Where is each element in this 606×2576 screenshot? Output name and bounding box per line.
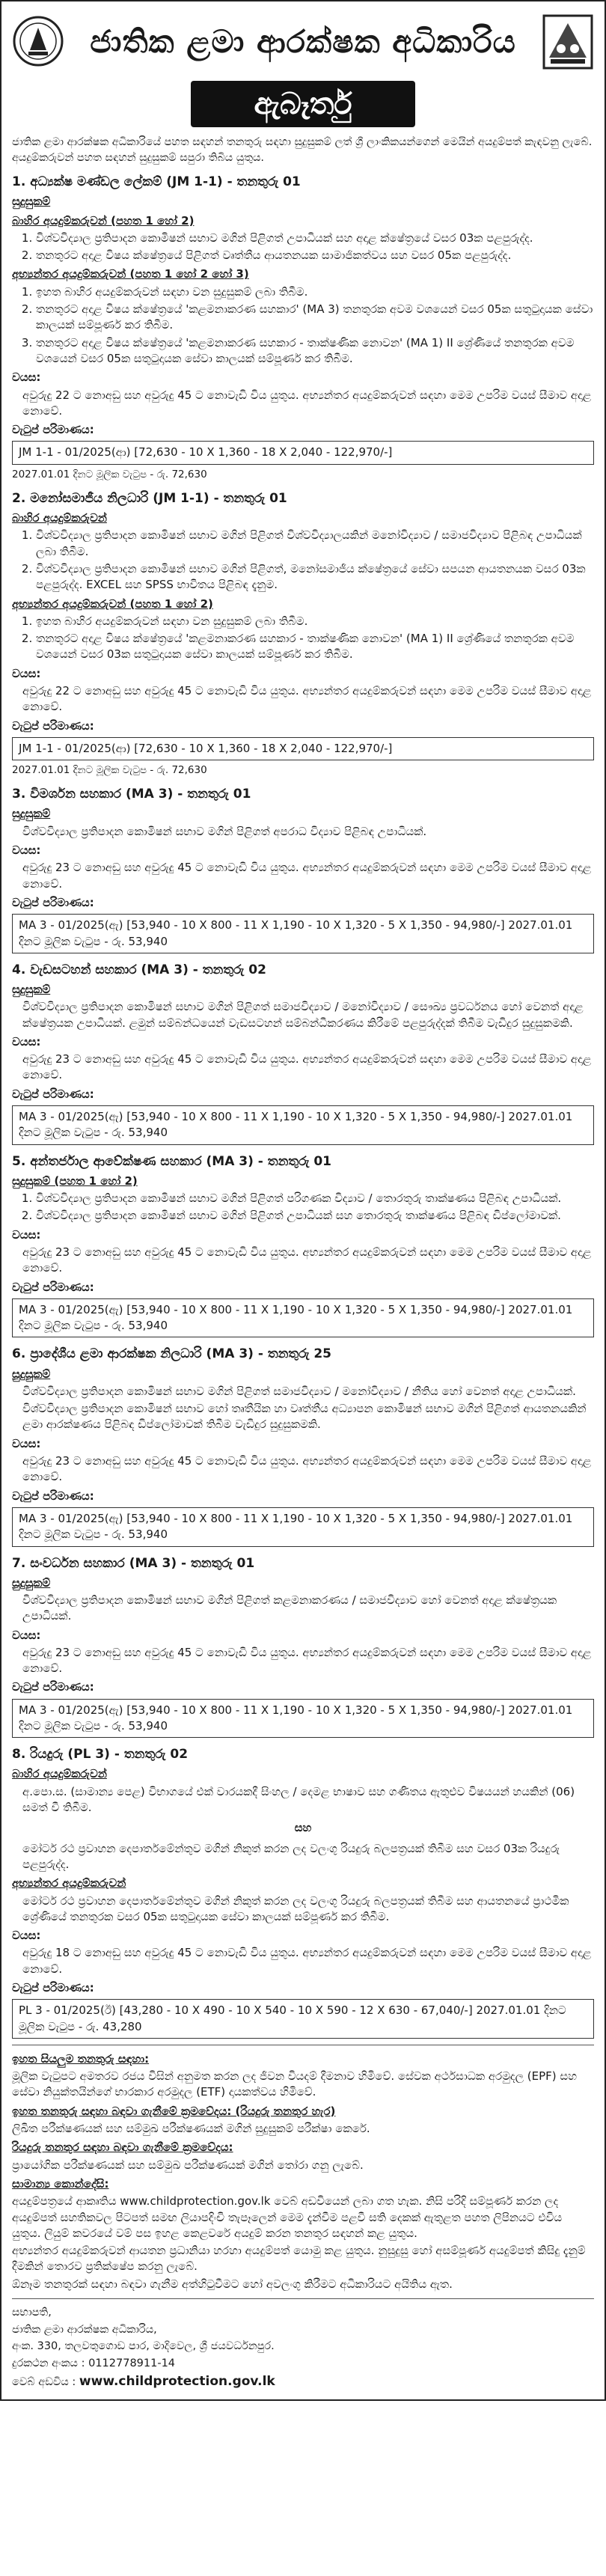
vacancies-banner: ඇබෑර්තු bbox=[191, 81, 415, 127]
section-heading: අභ්‍යන්තර අයදුම්කරුවන් (පහත 1 හෝ 2 හෝ 3) bbox=[12, 267, 249, 281]
state-emblem-icon bbox=[12, 13, 64, 71]
qualification-list bbox=[36, 231, 594, 264]
age-heading: වයස: bbox=[12, 1929, 41, 1943]
qualification-list bbox=[36, 528, 594, 593]
salary-scale: JM 1-1 - 01/2025(ආ) [72,630 - 10 X 1,360 - 18 X 2,040 - 122,970/-] bbox=[12, 737, 594, 760]
phone-number: 0112778911-14 bbox=[88, 2357, 176, 2369]
post-6 bbox=[12, 1345, 594, 1546]
salary-scale: JM 1-1 - 01/2025(ආ) [72,630 - 10 X 1,360 - 18 X 2,040 - 122,970/-] bbox=[12, 441, 594, 464]
section-text: විශ්වවිද්‍යාල ප්‍රතිපාදන කොමිෂන් සභාව හෝ තෘතීයික හා වෘත්තීය අධ්‍යාපන කොමිෂන් සභාව මගින් පිළිගත් ආයතනයකින් ළමා ආරක්ෂණය පිළිබඳ ඩිප්ලෝමාවක් තිබීම වැඩිදුර සුදුසුකමකි. bbox=[22, 1402, 587, 1432]
footer-web bbox=[12, 2372, 594, 2390]
qualification-list bbox=[36, 284, 594, 367]
age-heading: වයස: bbox=[12, 370, 41, 385]
footer-chairman: සභාපති, bbox=[12, 2307, 52, 2319]
general-text: අයදුම්පත්‍රයේ ආකෘතිය www.childprotection.gov.lk වෙබ් අඩවියෙන් ලබා ගත හැක. නිසි පරිදි සම්පූර්ණ කරන ලද අයදුම්පත් සහතිකවල පිටපත් සමඟ ලියාපදිංචි තැපෑලෙන් මෙම දැන්වීම පළවී සති දෙකක් ඇතුළත පහත ලිපිනයට එවිය යුතුය. ලියුම් කවරයේ වම් පස ඉහළ කෙළවරේ අයදුම් කරන තනතුර සඳහන් කළ යුතුය. bbox=[12, 2194, 563, 2240]
post-2 bbox=[12, 489, 594, 778]
section-text: මෝටර් රථ ප්‍රවාහන දෙපාර්තමේන්තුව මගින් නිකුත් කරන ලද වලංගු රියදුරු බලපත්‍රයක් තිබීම සහ වසර 03ක රියදුරු පළපුරුද්ද. bbox=[22, 1841, 560, 1871]
list-item: 2. තනතුරට අදාළ විෂය ක්ෂේත්‍රයේ 'කළමනාකරණ සහකාර - තාක්ෂණික නොවන' (MA 1) II ශ්‍රේණියේ තනතුරක අවම වශයෙන් වසර 03ක සතුටුදායක සේවා කාලයක් සම්පූර්ණ කර තිබීම. bbox=[36, 631, 594, 663]
post-4 bbox=[12, 961, 594, 1145]
salary-scale: MA 3 - 01/2025(ඇ) [53,940 - 10 X 800 - 11 X 1,190 - 10 X 1,320 - 5 X 1,350 - 94,980/-] 2027.01.01 දිනට මූලික වැටුප - රු. 53,940 bbox=[12, 1298, 594, 1338]
salary-heading: වැටුප් පරිමාණය: bbox=[12, 1489, 94, 1503]
org-name: ජාතික ළමා ආරක්ෂක අධිකාරිය bbox=[90, 23, 516, 61]
footer bbox=[12, 2305, 594, 2390]
list-item: 1. ඉහත බාහිර අයදුම්කරුවන් සඳහා වන සුදුසුකම් ලබා තිබීම. bbox=[36, 614, 594, 629]
section-heading: බාහිර අයදුම්කරුවන් (පහත 1 හෝ 2) bbox=[12, 213, 195, 228]
salary-scale: PL 3 - 01/2025(ඊ) [43,280 - 10 X 490 - 10 X 540 - 10 X 590 - 12 X 630 - 67,040/-] 2027.01.01 දිනට මූලික වැටුප - රු. 43,280 bbox=[12, 1999, 594, 2039]
post-title: 4. වැඩසටහන් සහකාර (MA 3) - තනතුරු 02 bbox=[12, 962, 266, 977]
post-7 bbox=[12, 1554, 594, 1739]
salary-heading: වැටුප් පරිමාණය: bbox=[12, 895, 94, 909]
posts-list bbox=[12, 173, 594, 1738]
section-heading: සුදුසුකම් (පහත 1 හෝ 2) bbox=[12, 1173, 138, 1188]
age-heading: වයස: bbox=[12, 843, 41, 858]
post-5 bbox=[12, 1153, 594, 1338]
general-text: ප්‍රායෝගික පරීක්ෂණයක් සහ සම්මුඛ පරීක්ෂණයක් මගින් තෝරා ගනු ලැබේ. bbox=[12, 2158, 364, 2172]
authority-logo-icon bbox=[542, 13, 594, 71]
section-text: අ.පො.ස. (සාමාන්‍ය පෙළ) විභාගයේ එක් වාරයකදී සිංහල / දෙමළ භාෂාව සහ ගණිතය ඇතුළුව විෂයයන් හයකින් (06) සමත් වී තිබීම. bbox=[22, 1784, 575, 1815]
salary-heading: වැටුප් පරිමාණය: bbox=[12, 1087, 94, 1101]
list-item: 1. විශ්වවිද්‍යාල ප්‍රතිපාදන කොමිෂන් සභාව මගින් පිළිගත් පරිගණක විද්‍යාව / තොරතුරු තාක්ෂණය පිළිබඳ උපාධියක්. bbox=[36, 1191, 594, 1206]
section-heading: සුදුසුකම් bbox=[12, 807, 51, 821]
age-text: අවුරුදු 22 ට නොඅඩු සහ අවුරුදු 45 ට නොවැඩි විය යුතුය. අභ්‍යන්තර අයදුම්කරුවන් සඳහා මෙම උපරිම වයස් සීමාව අදාළ නොවේ. bbox=[22, 683, 592, 714]
post-title: 1. අධ්‍යක්ෂ මණ්ඩල ලේකම් (JM 1-1) - තනතුරු 01 bbox=[12, 174, 301, 190]
post-8 bbox=[12, 1745, 594, 2039]
list-item: 3. තනතුරට අදාළ විෂය ක්ෂේත්‍රයේ 'කළමනාකරණ සහකාර - තාක්ෂණික නොවන' (MA 1) II ශ්‍රේණියේ තනතුරක අවම වශයෙන් වසර 05ක සතුටුදායක සේවා කාලයක් සම්පූර්ණ කර තිබීම. bbox=[36, 335, 594, 367]
section-text: විශ්වවිද්‍යාල ප්‍රතිපාදන කොමිෂන් සභාව මගින් පිළිගත් කළමනාකරණය / සමාජවිද්‍යාව හෝ වෙනත් අදාළ ක්ෂේත්‍රයක උපාධියක්. bbox=[22, 1593, 557, 1623]
general-heading: ඉහත තනතුරු සඳහා බඳවා ගැනීමේ ක්‍රමවේදය: (රියදුරු තනතුර හැර) bbox=[12, 2104, 336, 2118]
age-text: අවුරුදු 18 ට නොඅඩු සහ අවුරුදු 45 ට නොවැඩි විය යුතුය. අභ්‍යන්තර අයදුම්කරුවන් සඳහා මෙම උපරිම වයස් සීමාව අදාළ නොවේ. bbox=[22, 1946, 592, 1976]
age-text: අවුරුදු 23 ට නොඅඩු සහ අවුරුදු 45 ට නොවැඩි විය යුතුය. අභ්‍යන්තර අයදුම්කරුවන් සඳහා මෙම උපරිම වයස් සීමාව අදාළ නොවේ. bbox=[22, 1645, 592, 1676]
age-heading: වයස: bbox=[12, 1034, 41, 1049]
salary-note: 2027.01.01 දිනට මූලික වැටුප - රු. 72,630 bbox=[12, 764, 207, 777]
general-text: අභ්‍යන්තර අයදුම්කරුවන් ආයතන ප්‍රධානියා හරහා අයදුම්පත් යොමු කළ යුතුය. නුසුදුසු හෝ අසම්පූර්ණ අයදුම්පත් කිසිදු දැනුම් දීමකින් තොරව ප්‍රතික්ෂේප කරනු ලැබේ. bbox=[12, 2244, 586, 2274]
age-text: අවුරුදු 22 ට නොඅඩු සහ අවුරුදු 45 ට නොවැඩි විය යුතුය. අභ්‍යන්තර අයදුම්කරුවන් සඳහා මෙම උපරිම වයස් සීමාව අදාළ නොවේ. bbox=[22, 388, 592, 418]
qualification-list bbox=[36, 614, 594, 663]
list-item: 2. විශ්වවිද්‍යාල ප්‍රතිපාදන කොමිෂන් සභාව මගින් පිළිගත් උපාධියක් සහ තොරතුරු තාක්ෂණය පිළිබඳ ඩිප්ලෝමාවක්. bbox=[36, 1208, 594, 1224]
age-heading: වයස: bbox=[12, 1628, 41, 1642]
web-label: වෙබ් අඩවිය : bbox=[12, 2376, 76, 2389]
section-text: විශ්වවිද්‍යාල ප්‍රතිපාදන කොමිෂන් සභාව මගින් පිළිගත් සමාජවිද්‍යාව / මනෝවිද්‍යාව / සෞඛ්‍ය ප්‍රවර්ධනය හෝ වෙනත් අදාළ ක්ෂේත්‍රයක උපාධියක්. ළමුන් සම්බන්ධයෙන් වැඩසටහන් සම්බන්ධීකරණය කිරීමේ පළපුරුද්දක් තිබීම වැඩිදුර සුදුසුකමකි. bbox=[22, 1000, 584, 1030]
general-text: මූලික වැටුපට අමතරව රජය විසින් අනුමත කරන ලද ජීවන වියදම් දීමනාව හිමිවේ. සේවක අර්ථසාධක අරමුදල (EPF) සහ සේවා නියුක්තයින්ගේ භාරකාර අරමුදල (ETF) දායකත්වය හිමිවේ. bbox=[12, 2069, 578, 2099]
salary-heading: වැටුප් පරිමාණය: bbox=[12, 718, 94, 733]
salary-heading: වැටුප් පරිමාණය: bbox=[12, 423, 94, 437]
salary-scale: MA 3 - 01/2025(ඇ) [53,940 - 10 X 800 - 11 X 1,190 - 10 X 1,320 - 5 X 1,350 - 94,980/-] 2027.01.01 දිනට මූලික වැටුප - රු. 53,940 bbox=[12, 1699, 594, 1739]
list-item: 1. ඉහත බාහිර අයදුම්කරුවන් සඳහා වන සුදුසුකම් ලබා තිබීම. bbox=[36, 284, 594, 300]
age-heading: වයස: bbox=[12, 666, 41, 680]
general-conditions bbox=[12, 2051, 594, 2292]
list-item: 2. තනතුරට අදාළ විෂය ක්ෂේත්‍රයේ 'කළමනාකරණ සහකාර' (MA 3) තනතුරක අවම වශයෙන් වසර 05ක සතුටුදායක සේවා කාලයක් සම්පූර්ණ කර තිබීම. bbox=[36, 302, 594, 334]
qualification-list bbox=[36, 1191, 594, 1224]
footer-address: අංක. 330, තලවතුගොඩ පාර, මාදිවෙල, ශ්‍රී ජයවර්ධනපුර. bbox=[12, 2340, 275, 2353]
age-heading: වයස: bbox=[12, 1227, 41, 1242]
section-heading: සුදුසුකම් bbox=[12, 1575, 51, 1590]
age-text: අවුරුදු 23 ට නොඅඩු සහ අවුරුදු 45 ට නොවැඩි විය යුතුය. අභ්‍යන්තර අයදුම්කරුවන් සඳහා මෙම උපරිම වයස් සීමාව අදාළ නොවේ. bbox=[22, 1052, 592, 1082]
divider bbox=[12, 2298, 594, 2299]
salary-scale: MA 3 - 01/2025(ඇ) [53,940 - 10 X 800 - 11 X 1,190 - 10 X 1,320 - 5 X 1,350 - 94,980/-] 2027.01.01 දිනට මූලික වැටුප - රු. 53,940 bbox=[12, 1105, 594, 1145]
salary-heading: වැටුප් පරිමාණය: bbox=[12, 1280, 94, 1294]
list-item: 2. තනතුරට අදාළ විෂය ක්ෂේත්‍රයේ පිළිගත් වෘත්තීය ආයතනයක සාමාජිකත්වය සහ වසර 05ක පළපුරුද්ද. bbox=[36, 248, 594, 263]
footer-phone bbox=[12, 2356, 594, 2372]
list-item: 1. විශ්වවිද්‍යාල ප්‍රතිපාදන කොමිෂන් සභාව මගින් පිළිගත් විශ්වවිද්‍යාලයකින් මනෝවිද්‍යාව / සමාජවිද්‍යාව පිළිබඳ උපාධියක් ලබා තිබීම. bbox=[36, 528, 594, 560]
general-heading: රියදුරු තනතුර සඳහා බඳවා ගැනීමේ ක්‍රමවේදය: bbox=[12, 2140, 233, 2155]
footer-org: ජාතික ළමා ආරක්ෂක අධිකාරිය, bbox=[12, 2323, 157, 2336]
list-item: 2. විශ්වවිද්‍යාල ප්‍රතිපාදන කොමිෂන් සභාව මගින් පිළිගත්, මනෝසමාජීය ක්ෂේත්‍රයේ සේවා සපයන ආයතනයක වසර 03ක පළපුරුද්ද. EXCEL සහ SPSS භාවිතය පිළිබඳ දැනුම. bbox=[36, 561, 594, 593]
age-text: අවුරුදු 23 ට නොඅඩු සහ අවුරුදු 45 ට නොවැඩි විය යුතුය. අභ්‍යන්තර අයදුම්කරුවන් සඳහා මෙම උපරිම වයස් සීමාව අදාළ නොවේ. bbox=[22, 1245, 592, 1275]
age-heading: වයස: bbox=[12, 1436, 41, 1450]
salary-scale: MA 3 - 01/2025(ඇ) [53,940 - 10 X 800 - 11 X 1,190 - 10 X 1,320 - 5 X 1,350 - 94,980/-] 2027.01.01 දිනට මූලික වැටුප - රු. 53,940 bbox=[12, 914, 594, 953]
section-heading: බාහිර අයදුම්කරුවන් bbox=[12, 511, 107, 525]
intro-text: ජාතික ළමා ආරක්ෂක අධිකාරියේ පහත සඳහන් තනතුරු සඳහා සුදුසුකම් ලත් ශ්‍රී ලාංකිකයන්ගෙන් මෙයින් අයදුම්පත් කැඳවනු ලැබේ. අයදුම්කරුවන් පහත සඳහන් සුදුසුකම් සපුරා තිබිය යුතුය. bbox=[12, 136, 593, 164]
section-heading: සුදුසුකම් bbox=[12, 1367, 51, 1381]
post-title: 2. මනෝසමාජීය නිලධාරි (JM 1-1) - තනතුරු 01 bbox=[12, 490, 287, 506]
phone-label: දුරකථන අංකය : bbox=[12, 2357, 85, 2369]
age-text: අවුරුදු 23 ට නොඅඩු සහ අවුරුදු 45 ට නොවැඩි විය යුතුය. අභ්‍යන්තර අයදුම්කරුවන් සඳහා මෙම උපරිම වයස් සීමාව අදාළ නොවේ. bbox=[22, 1454, 592, 1484]
general-text: ඕනෑම තනතුරක් සඳහා බඳවා ගැනීම අත්හිටුවීමට හෝ අවලංගු කිරීමට අධිකාරියට අයිතිය ඇත. bbox=[12, 2277, 453, 2291]
and-label: සහ bbox=[294, 1821, 312, 1835]
post-title: 7. සංවර්ධන සහකාර (MA 3) - තනතුරු 01 bbox=[12, 1555, 255, 1571]
post-3 bbox=[12, 785, 594, 953]
post-title: 5. අන්තර්ජාල ආවේක්ෂණ සහකාර (MA 3) - තනතුරු 01 bbox=[12, 1153, 331, 1169]
section-heading: සුදුසුකම් bbox=[12, 195, 51, 209]
header bbox=[12, 7, 594, 76]
salary-scale: MA 3 - 01/2025(ඇ) [53,940 - 10 X 800 - 11 X 1,190 - 10 X 1,320 - 5 X 1,350 - 94,980/-] 2027.01.01 දිනට මූලික වැටුප - රු. 53,940 bbox=[12, 1507, 594, 1547]
salary-heading: වැටුප් පරිමාණය: bbox=[12, 1680, 94, 1694]
section-heading: අභ්‍යන්තර අයදුම්කරුවන් bbox=[12, 1876, 126, 1890]
section-heading: සුදුසුකම් bbox=[12, 982, 51, 996]
salary-heading: වැටුප් පරිමාණය: bbox=[12, 1981, 94, 1994]
general-heading: සාමාන්‍ය කොන්දේසි: bbox=[12, 2176, 109, 2191]
section-text: විශ්වවිද්‍යාල ප්‍රතිපාදන කොමිෂන් සභාව මගින් පිළිගත් අපරාධ විද්‍යාව පිළිබඳ උපාධියක්. bbox=[22, 824, 427, 838]
post-1 bbox=[12, 173, 594, 482]
general-text: ලිඛිත පරීක්ෂණයක් සහ සම්මුඛ පරීක්ෂණයක් මගින් සුදුසුකම් පරීක්ෂා කෙරේ. bbox=[12, 2122, 370, 2136]
age-text: අවුරුදු 23 ට නොඅඩු සහ අවුරුදු 45 ට නොවැඩි විය යුතුය. අභ්‍යන්තර අයදුම්කරුවන් සඳහා මෙම උපරිම වයස් සීමාව අදාළ නොවේ. bbox=[22, 861, 592, 891]
section-heading: අභ්‍යන්තර අයදුම්කරුවන් (පහත 1 හෝ 2) bbox=[12, 596, 213, 611]
section-heading: බාහිර අයදුම්කරුවන් bbox=[12, 1767, 107, 1781]
website-link[interactable]: www.childprotection.gov.lk bbox=[79, 2374, 275, 2390]
post-title: 3. විමර්ශන සහකාර (MA 3) - තනතුරු 01 bbox=[12, 787, 251, 802]
section-text: විශ්වවිද්‍යාල ප්‍රතිපාදන කොමිෂන් සභාව මගින් පිළිගත් සමාජවිද්‍යාව / මනෝවිද්‍යාව / නීතිය හෝ වෙනත් අදාළ උපාධියක්. bbox=[22, 1384, 576, 1398]
post-title: 8. රියදුරු (PL 3) - තනතුරු 02 bbox=[12, 1747, 189, 1762]
list-item: 1. විශ්වවිද්‍යාල ප්‍රතිපාදන කොමිෂන් සභාව මගින් පිළිගත් උපාධියක් සහ අදාළ ක්ෂේත්‍රයේ වසර 03ක පළපුරුද්ද. bbox=[36, 231, 594, 246]
salary-note: 2027.01.01 දිනට මූලික වැටුප - රු. 72,630 bbox=[12, 468, 207, 480]
section-text: මෝටර් රථ ප්‍රවාහන දෙපාර්තමේන්තුව මගින් නිකුත් කරන ලද වලංගු රියදුරු බලපත්‍රයක් තිබීම සහ ආයතනයේ ප්‍රාථමික ශ්‍රේණියේ තනතුරක වසර 05ක සතුටුදායක සේවා කාලයක් සම්පූර්ණ කර තිබීම. bbox=[22, 1893, 569, 1923]
post-title: 6. ප්‍රාදේශීය ළමා ආරක්ෂක නිලධාරි (MA 3) - තනතුරු 25 bbox=[12, 1346, 332, 1362]
general-heading: ඉහත සියලුම තනතුරු සඳහා: bbox=[12, 2051, 150, 2066]
